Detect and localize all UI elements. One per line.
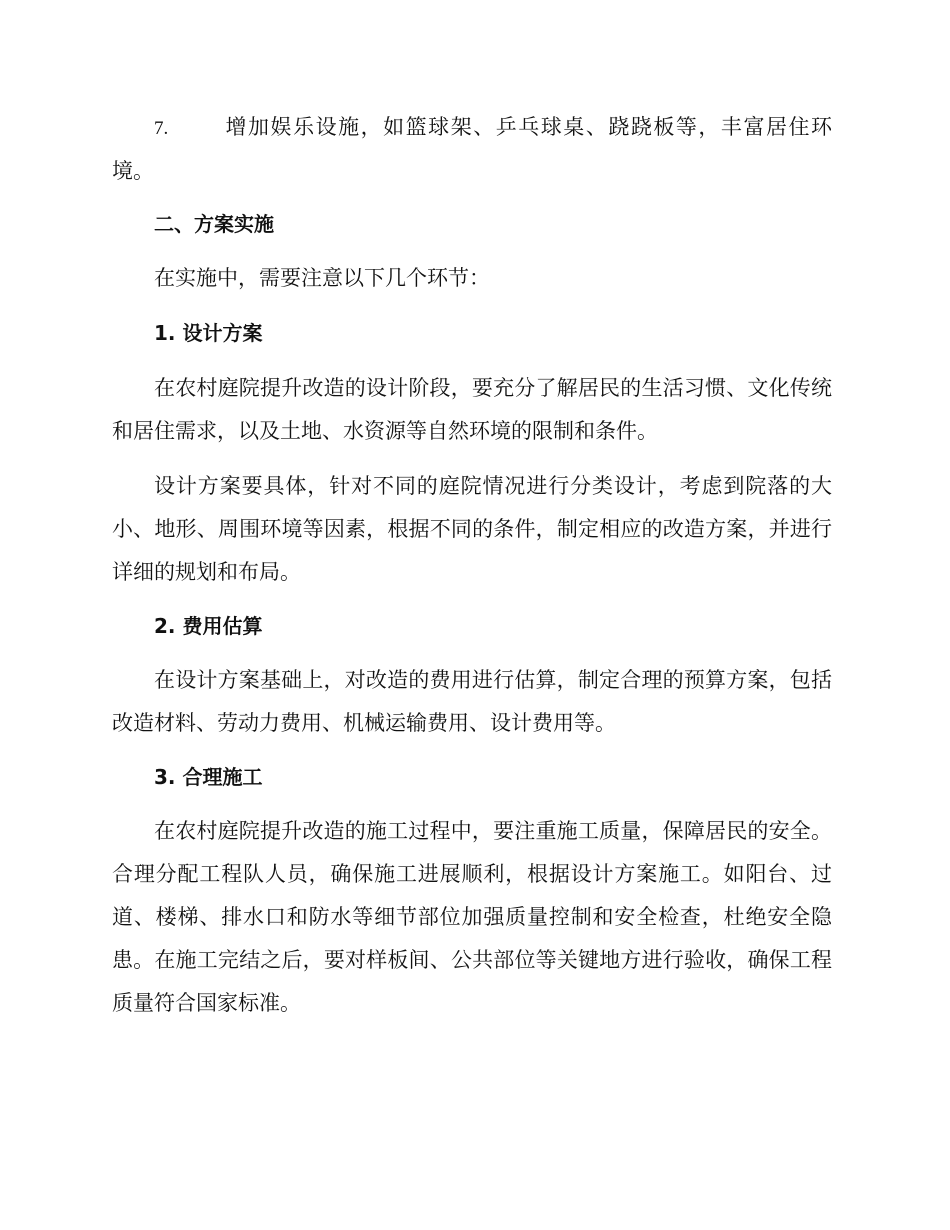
subsection-title-cost: 2. 费用估算 bbox=[154, 614, 263, 638]
section-title: 二、方案实施 bbox=[154, 212, 274, 236]
cost-paragraph: 在设计方案基础上，对改造的费用进行估算，制定合理的预算方案，包括改造材料、劳动力费用、机械运输费用、设计费用等。 bbox=[112, 668, 832, 735]
subsection-title-design: 1. 设计方案 bbox=[154, 321, 263, 345]
design-paragraph-2: 设计方案要具体，针对不同的庭院情况进行分类设计，考虑到院落的大小、地形、周围环境等因素，根据不同的条件，制定相应的改造方案，并进行详细的规划和布局。 bbox=[112, 474, 832, 584]
list-item-text: 增加娱乐设施，如篮球架、乒乓球桌、跷跷板等，丰富居住环境。 bbox=[112, 115, 832, 183]
list-number: 7. bbox=[154, 118, 169, 139]
list-item-7 bbox=[112, 106, 832, 193]
construction-paragraph: 在农村庭院提升改造的施工过程中，要注重施工质量，保障居民的安全。合理分配工程队人员，确保施工进展顺利，根据设计方案施工。如阳台、过道、楼梯、排水口和防水等细节部位加强质量控制和安全检查，杜绝安全隐患。在施工完结之后，要对样板间、公共部位等关键地方进行验收，确保工程质量符合国家标准。 bbox=[112, 819, 832, 1015]
subsection-title-construction: 3. 合理施工 bbox=[154, 765, 263, 789]
design-paragraph-1: 在农村庭院提升改造的设计阶段，要充分了解居民的生活习惯、文化传统和居住需求，以及土地、水资源等自然环境的限制和条件。 bbox=[112, 376, 832, 443]
section-intro: 在实施中，需要注意以下几个环节： bbox=[154, 266, 490, 290]
